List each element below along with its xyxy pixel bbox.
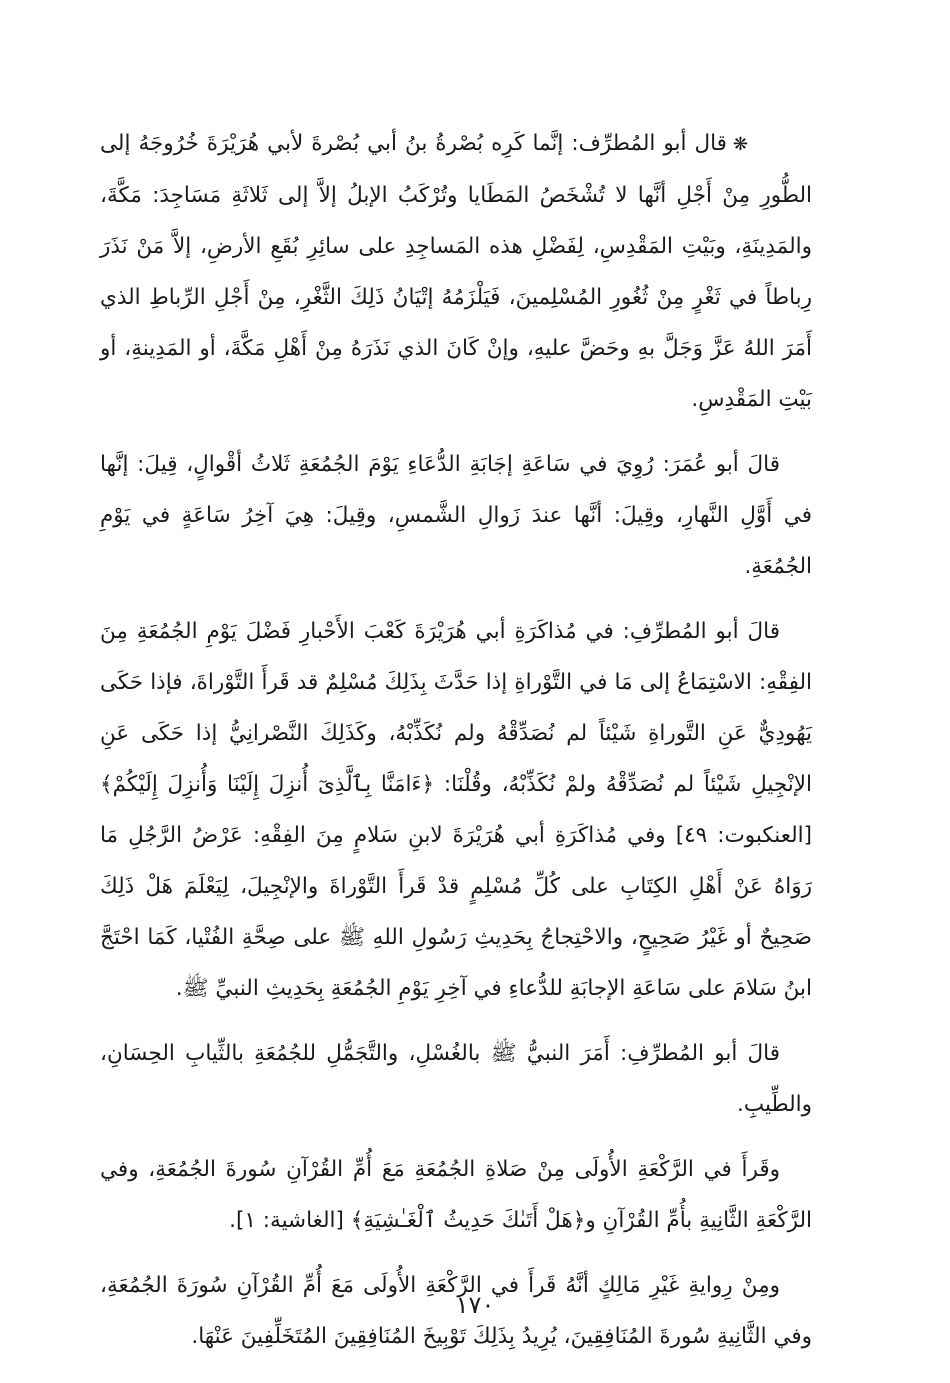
paragraph-4 [100,1028,812,1130]
paragraph-text: قال أبو المُطرِّف: إنَّما كَرِه بُصْرةُ بنُ أبي بُصْرةَ لأبي هُرَيْرَةَ خُرُوجَهُ إلى الطُّورِ مِنْ أَجْلِ أنَّها لا تُشْخَصُ المَطَايا وتُرْكَبُ الإبلُ إلاَّ إلى ثَلاثَةِ مَسَاجِدَ: مَكَّةَ، والمَدِينَةِ، وبَيْتِ المَقْدِسِ، لِفَضْلِ هذه المَساجِدِ على سائِرِ بُقَعِ الأرضِ، إلاَّ مَنْ نَذَرَ رِباطاً في ثَغْرٍ مِنْ ثُغُورِ المُسْلِمينَ، فَيَلْزَمُهُ إتْيَانُ ذَلِكَ الثَّغْرِ، مِنْ أَجْلِ الرِّباطِ الذي أَمَرَ اللهُ عَزَّ وَجَلَّ بهِ وحَضَّ عليهِ، وإنْ كَانَ الذي نَذَرَهُ مِنْ أَهْلِ مَكَّةَ، أو المَدِينةِ، أو بَيْتِ المَقْدِسِ. [100,131,812,412]
paragraph-text: قالَ أبو عُمَرَ: رُوِيَ في سَاعَةِ إجَابَةِ الدُّعَاءِ يَوْمَ الجُمُعَةِ ثَلاثُ أقْوالٍ، قِيلَ: إنَّها في أَوَّلِ النَّهارِ، وقِيلَ: أنَّها عندَ زَوالِ الشَّمسِ، وقِيلَ: هِيَ آخِرُ سَاعَةٍ في يَوْمِ الجُمُعَةِ. [100,452,812,579]
paragraph-text: قالَ أبو المُطرِّفِ: في مُذاكَرَةِ أبي هُرَيْرَةَ كَعْبَ الأَحْبارِ فَضْلَ يَوْمِ الجُمُعَةِ مِنَ الفِقْهِ: الاسْتِمَاعُ إلى مَا في التَّوْراةِ إذا حَدَّثَ بِذَلِكَ مُسْلِمٌ قد قَرأَ التَّوْراةَ، فإذا حَكَى يَهُودِيٌّ عَنِ التَّوراةِ شَيْئاً لم نُصَدِّقْهُ ولم نُكَذِّبْهُ، وكَذَلِكَ النَّصْرانِيُّ إذا حَكَى عَنِ الإنْجِيلِ شَيْئاً لم نُصَدِّقْهُ ولمْ نُكَذِّبْهُ، وقُلْنَا: ﴿ءَامَنَّا بِٱلَّذِىٓ أُنزِلَ إِلَيْنَا وَأُنزِلَ إِلَيْكُمْ﴾ [العنكبوت: ٤٩] وفي مُذاكَرَةِ أبي هُرَيْرَةَ لابنِ سَلامٍ مِنَ الفِقْهِ: عَرْضُ الرَّجُلِ مَا رَوَاهُ عَنْ أَهْلِ الكِتَابِ على كُلِّ مُسْلِمٍ قدْ قَرأَ التَّوْراةَ والإنْجِيلَ، لِيَعْلَمَ هَلْ ذَلِكَ صَحِيحٌ أو غَيْرُ صَحِيحٍ، والاحْتِجاجُ بِحَدِيثِ رَسُولِ اللهِ ﷺ على صِحَّةِ الفُتْيا، كَمَا احْتَجَّ ابنُ سَلامَ على سَاعَةِ الإجابَةِ للدُّعاءِ في آخِرِ يَوْمِ الجُمُعَةِ بِحَدِيثِ النبيِّ ﷺ. [100,619,812,1001]
paragraph-text: ومِنْ رِوايةِ غَيْرِ مَالِكٍ أنَّهُ قَرأَ في الرَّكْعَةِ الأُولَى مَعَ أُمِّ القُرْآنِ سُورَةَ الجُمُعَةِ، وفي الثَّانِيةِ سُورةَ المُنَافِقِينَ، يُرِيدُ بِذَلِكَ تَوْبِيخَ المُنَافِقِينَ المُتَخَلِّفِينَ عَنْهَا. [100,1273,812,1349]
paragraph-5 [100,1144,812,1246]
paragraph-1 [100,118,812,425]
paragraph-text: قالَ أبو المُطرِّفِ: أَمَرَ النبيُّ ﷺ بالغُسْلِ، والتَّجَمُّلِ للجُمُعَةِ بالثِّيابِ الحِسَانِ، والطِّيبِ. [100,1041,812,1117]
bullet-mark: ❋ [732,134,748,155]
paragraph-2 [100,439,812,592]
paragraph-text: وقَرأَ في الرَّكْعَةِ الأُولَى مِنْ صَلاةِ الجُمُعَةِ مَعَ أُمِّ القُرْآنِ سُورةَ الجُمُعَةِ، وفي الرَّكْعَةِ الثَّانِيةِ بأُمِّ القُرْآنِ و﴿هَلْ أَتَىٰكَ حَدِيثُ ٱلْغَـٰشِيَةِ﴾ [الغاشية: ١]. [100,1157,812,1233]
page-body [100,118,812,1376]
paragraph-3 [100,606,812,1014]
page-number: ١٧٠ [455,1291,495,1319]
